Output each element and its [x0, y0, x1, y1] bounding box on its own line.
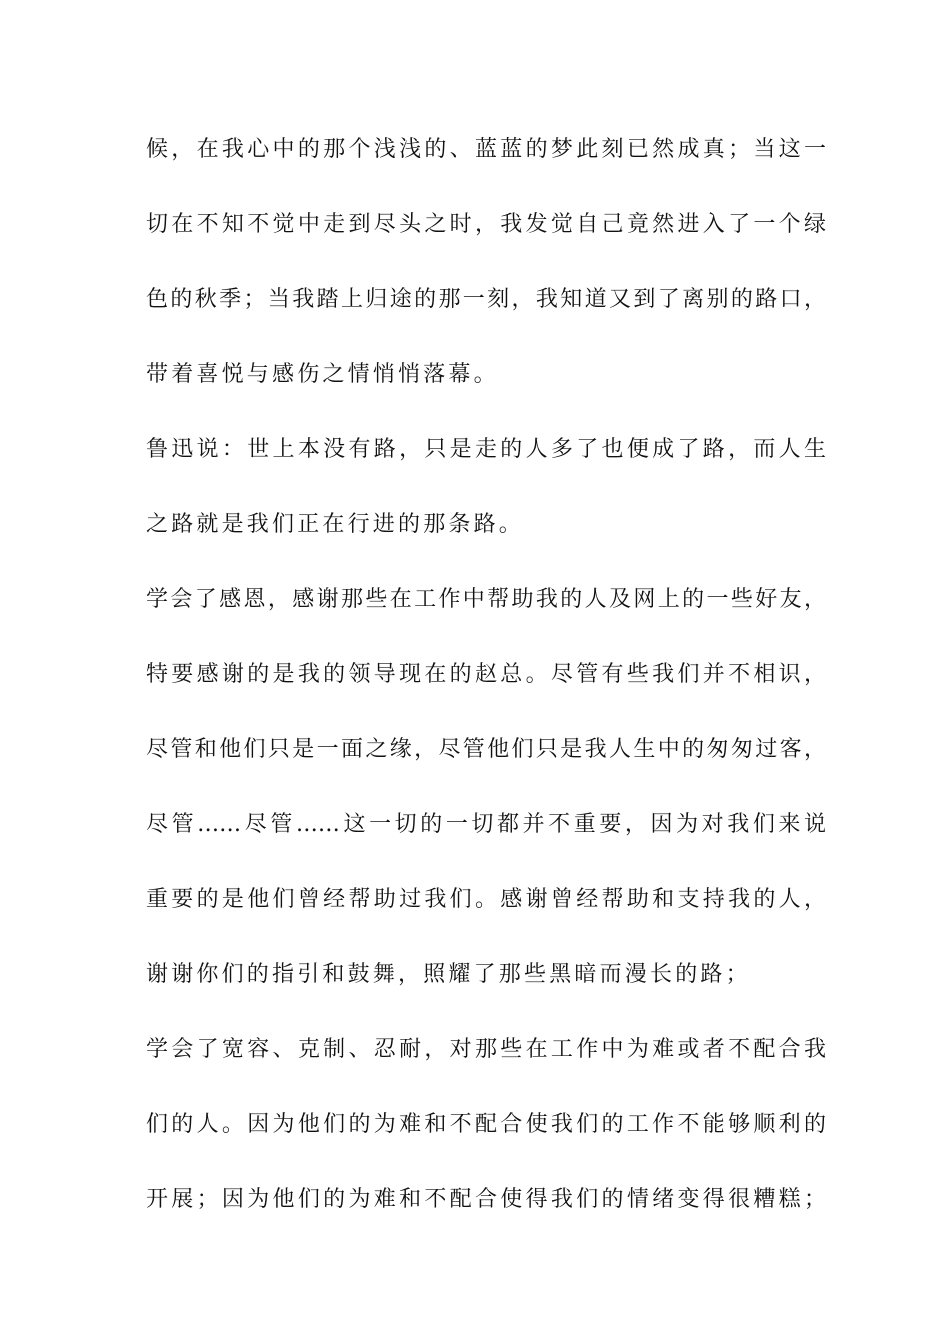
text-line: 之路就是我们正在行进的那条路。 — [146, 512, 525, 537]
text-line: 们的人。因为他们的为难和不配合使我们的工作不能够顺利的 — [146, 1112, 826, 1137]
text-line: 学会了感恩，感谢那些在工作中帮助我的人及网上的一些好友， — [146, 587, 826, 612]
text-line: 色的秋季；当我踏上归途的那一刻，我知道又到了离别的路口， — [146, 287, 826, 312]
text-line: 尽管和他们只是一面之缘，尽管他们只是我人生中的匆匆过客， — [146, 737, 826, 762]
text-line: 学会了宽容、克制、忍耐，对那些在工作中为难或者不配合我 — [146, 1037, 826, 1062]
text-line: 候，在我心中的那个浅浅的、蓝蓝的梦此刻已然成真；当这一 — [146, 137, 826, 162]
text-line: 切在不知不觉中走到尽头之时，我发觉自己竟然进入了一个绿 — [146, 212, 826, 237]
text-line: 开展；因为他们的为难和不配合使得我们的情绪变得很糟糕； — [146, 1187, 826, 1212]
body-text — [146, 130, 826, 1255]
text-line: 谢谢你们的指引和鼓舞，照耀了那些黑暗而漫长的路； — [146, 962, 751, 987]
text-line: 特要感谢的是我的领导现在的赵总。尽管有些我们并不相识， — [146, 662, 826, 687]
text-line: 尽管……尽管……这一切的一切都并不重要，因为对我们来说 — [146, 812, 826, 837]
text-line: 重要的是他们曾经帮助过我们。感谢曾经帮助和支持我的人， — [146, 887, 826, 912]
text-line: 带着喜悦与感伤之情悄悄落幕。 — [146, 362, 499, 387]
text-line: 鲁迅说：世上本没有路，只是走的人多了也便成了路，而人生 — [146, 437, 826, 462]
